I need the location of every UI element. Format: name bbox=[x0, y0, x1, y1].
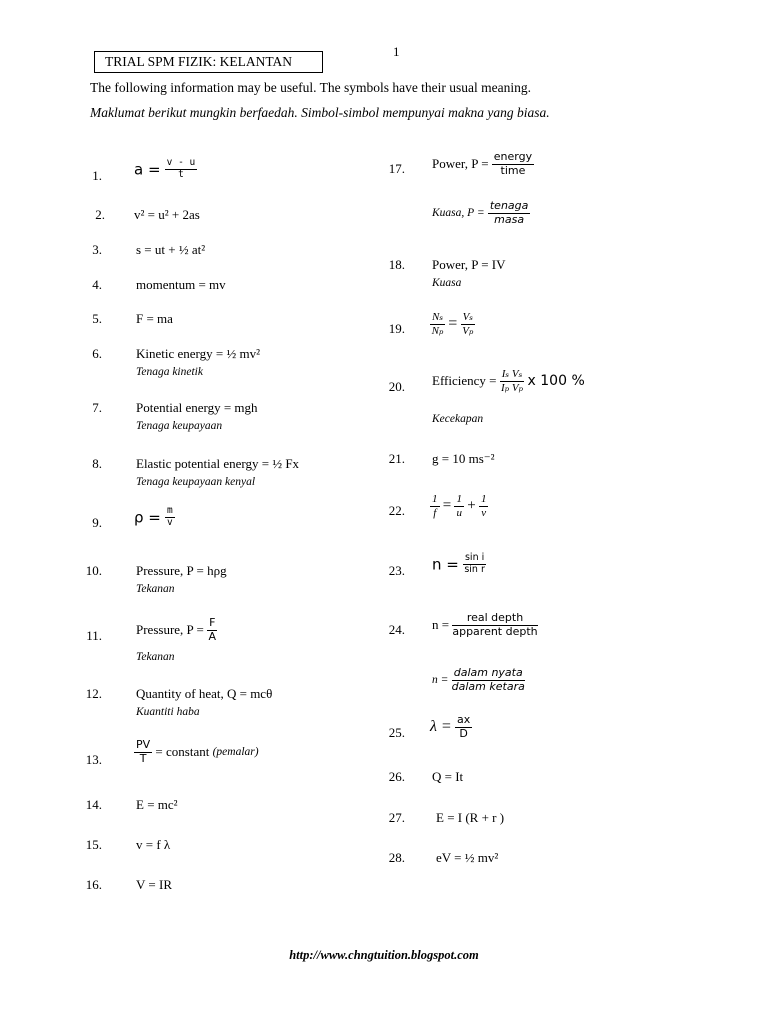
item-number: 22. bbox=[388, 503, 405, 518]
formula-20-malay: Kecekapan bbox=[432, 413, 484, 425]
item-number: 15. bbox=[85, 837, 102, 852]
formula-9-denominator: v bbox=[167, 516, 173, 528]
formula-18: Power, P = IV bbox=[432, 257, 506, 272]
formula-6-malay: Tenaga kinetik bbox=[136, 366, 203, 378]
formula-12-malay: Kuantiti haba bbox=[136, 706, 200, 718]
formula-13-denominator: T bbox=[139, 751, 147, 765]
item-number: 4. bbox=[92, 277, 102, 292]
formula-10-malay: Tekanan bbox=[136, 583, 175, 595]
formula-19-right-numerator: Vₛ bbox=[462, 311, 474, 323]
formula-14: E = mc² bbox=[136, 797, 178, 812]
page-number: 1 bbox=[393, 44, 400, 59]
item-number: 9. bbox=[92, 515, 102, 530]
formula-8-malay: Tenaga keupayaan kenyal bbox=[136, 476, 256, 488]
formula-11-numerator: F bbox=[209, 616, 216, 629]
formula-13-malay: (pemalar) bbox=[212, 746, 259, 759]
formula-22-f-fraction bbox=[430, 493, 440, 519]
formula-15: v = f λ bbox=[136, 837, 171, 852]
formula-28: eV = ½ mv² bbox=[436, 850, 499, 865]
formula-21: g = 10 ms⁻² bbox=[432, 451, 495, 466]
formula-17-malay-numerator: tenaga bbox=[489, 199, 529, 212]
formula-19-right-fraction bbox=[461, 311, 475, 337]
formula-22-u-fraction bbox=[454, 493, 464, 519]
formula-2: v² = u² + 2as bbox=[134, 207, 200, 222]
formula-25-lhs: λ = bbox=[430, 718, 452, 736]
formula-24-malay-numerator: dalam nyata bbox=[452, 667, 525, 681]
formula-22-plus: + bbox=[467, 497, 476, 514]
formula-10: Pressure, P = hρg bbox=[136, 563, 227, 578]
formula-24-denominator: apparent depth bbox=[452, 624, 538, 638]
formula-11 bbox=[136, 617, 217, 643]
formula-25-numerator: ax bbox=[456, 713, 471, 726]
item-number: 19. bbox=[388, 321, 405, 336]
item-number: 17. bbox=[388, 161, 405, 176]
formula-20-lhs: Efficiency = bbox=[432, 373, 497, 389]
formula-7: Potential energy = mgh bbox=[136, 400, 258, 415]
formula-19 bbox=[430, 311, 475, 337]
formula-22-equals: = bbox=[442, 497, 452, 514]
formula-17-lhs: Power, P = bbox=[432, 156, 489, 172]
formula-23-numerator: sin i bbox=[464, 552, 485, 563]
formula-19-left-numerator: Nₛ bbox=[432, 311, 444, 323]
formula-22-u-denominator: u bbox=[456, 506, 462, 519]
formula-24-fraction bbox=[452, 612, 537, 638]
formula-22-v-numerator: 1 bbox=[480, 493, 487, 505]
formula-17-malay-denominator: masa bbox=[494, 212, 525, 226]
formula-23 bbox=[432, 553, 486, 576]
formula-8: Elastic potential energy = ½ Fx bbox=[136, 456, 300, 471]
formula-19-equals: = bbox=[448, 315, 458, 333]
formula-17-numerator: energy bbox=[493, 150, 533, 163]
formula-9 bbox=[134, 506, 175, 529]
item-number: 6. bbox=[92, 346, 102, 361]
item-number: 11. bbox=[86, 628, 102, 643]
formula-11-fraction bbox=[207, 617, 217, 643]
formula-23-fraction bbox=[463, 553, 486, 576]
formula-11-lhs: Pressure, P = bbox=[136, 622, 204, 638]
footer-url[interactable]: http://www.chngtuition.blogspot.com bbox=[289, 948, 479, 962]
formula-17-malay-lhs: Kuasa, P = bbox=[432, 207, 485, 220]
formula-23-lhs: n = bbox=[432, 555, 459, 574]
formula-19-right-denominator: Vₚ bbox=[462, 324, 474, 337]
formula-20 bbox=[432, 368, 585, 394]
formula-20-numerator: Iₛ Vₛ bbox=[501, 368, 523, 380]
formula-17 bbox=[432, 151, 534, 177]
item-number: 2. bbox=[95, 207, 105, 222]
formula-24-lhs: n = bbox=[432, 617, 450, 633]
formula-12: Quantity of heat, Q = mcθ bbox=[136, 686, 273, 701]
formula-20-fraction bbox=[500, 368, 525, 394]
formula-18-malay: Kuasa bbox=[432, 277, 462, 289]
item-number: 5. bbox=[92, 311, 102, 326]
item-number: 16. bbox=[85, 877, 102, 892]
formula-1-denominator: t bbox=[178, 168, 184, 180]
item-number: 27. bbox=[388, 810, 405, 825]
formula-11-denominator: A bbox=[208, 629, 217, 643]
item-number: 10. bbox=[85, 563, 102, 578]
formula-24-numerator: real depth bbox=[452, 612, 537, 626]
formula-9-lhs: ρ = bbox=[134, 508, 161, 527]
item-number: 24. bbox=[388, 622, 405, 637]
formula-1-lhs: a = bbox=[134, 160, 161, 179]
item-number: 14. bbox=[85, 797, 102, 812]
item-number: 3. bbox=[92, 242, 102, 257]
intro-malay: Maklumat berikut mungkin berfaedah. Simbol-simbol mempunyai makna yang biasa. bbox=[90, 105, 550, 120]
formula-9-fraction bbox=[165, 506, 175, 529]
formula-22-f-denominator: f bbox=[433, 506, 437, 519]
formula-24 bbox=[432, 612, 538, 638]
formula-24-malay-denominator: dalam ketara bbox=[451, 679, 525, 693]
formula-17-denominator: time bbox=[500, 163, 526, 177]
intro-english: The following information may be useful. The symbols have their usual meaning. bbox=[90, 80, 532, 95]
formula-19-left-fraction bbox=[430, 311, 445, 337]
item-number: 23. bbox=[388, 563, 405, 578]
page-title: TRIAL SPM FIZIK: KELANTAN bbox=[94, 51, 323, 73]
formula-20-denominator: Iₚ Vₚ bbox=[501, 381, 523, 394]
formula-24-malay-lhs: n = bbox=[432, 674, 449, 687]
formula-13-rhs: = constant bbox=[155, 744, 210, 760]
formula-13-fraction bbox=[134, 739, 152, 765]
formula-5: F = ma bbox=[136, 311, 173, 326]
formula-20-rhs: x 100 % bbox=[527, 373, 585, 390]
formula-27: E = I (R + r ) bbox=[436, 810, 505, 825]
formula-7-malay: Tenaga keupayaan bbox=[136, 420, 223, 432]
formula-6: Kinetic energy = ½ mv² bbox=[136, 346, 260, 361]
formula-19-left-denominator: Nₚ bbox=[431, 324, 444, 337]
formula-23-denominator: sin r bbox=[464, 563, 485, 575]
item-number: 26. bbox=[388, 769, 405, 784]
item-number: 12. bbox=[85, 686, 102, 701]
formula-25-denominator: D bbox=[459, 726, 468, 740]
formula-22 bbox=[430, 493, 488, 519]
formula-24-malay-fraction bbox=[452, 667, 525, 693]
item-number: 7. bbox=[92, 400, 102, 415]
formula-11-malay: Tekanan bbox=[136, 651, 175, 663]
item-number: 28. bbox=[388, 850, 405, 865]
formula-17-fraction bbox=[492, 151, 534, 177]
formula-25 bbox=[430, 714, 472, 740]
item-number: 20. bbox=[388, 379, 405, 394]
formula-13-numerator: PV bbox=[136, 738, 151, 751]
formula-22-v-fraction bbox=[479, 493, 489, 519]
formula-3: s = ut + ½ at² bbox=[136, 242, 206, 257]
item-number: 13. bbox=[85, 752, 102, 767]
formula-1-numerator: v - u bbox=[166, 157, 196, 168]
formula-1 bbox=[134, 158, 197, 181]
formula-17-malay bbox=[432, 200, 530, 226]
item-number: 8. bbox=[92, 456, 102, 471]
item-number: 18. bbox=[388, 257, 405, 272]
formula-17-malay-fraction bbox=[488, 200, 531, 226]
formula-26: Q = It bbox=[432, 769, 464, 784]
formula-9-numerator: m bbox=[167, 505, 173, 516]
item-number: 25. bbox=[388, 725, 405, 740]
formula-25-fraction bbox=[455, 714, 472, 740]
formula-16: V = IR bbox=[136, 877, 172, 892]
formula-24-malay bbox=[432, 667, 525, 693]
formula-22-f-numerator: 1 bbox=[432, 493, 438, 505]
item-number: 1. bbox=[92, 168, 102, 183]
formula-22-u-numerator: 1 bbox=[456, 493, 462, 505]
item-number: 21. bbox=[388, 451, 405, 466]
formula-22-v-denominator: v bbox=[481, 506, 487, 519]
formula-4: momentum = mv bbox=[136, 277, 226, 292]
formula-1-fraction bbox=[165, 158, 198, 181]
formula-13 bbox=[134, 739, 259, 765]
